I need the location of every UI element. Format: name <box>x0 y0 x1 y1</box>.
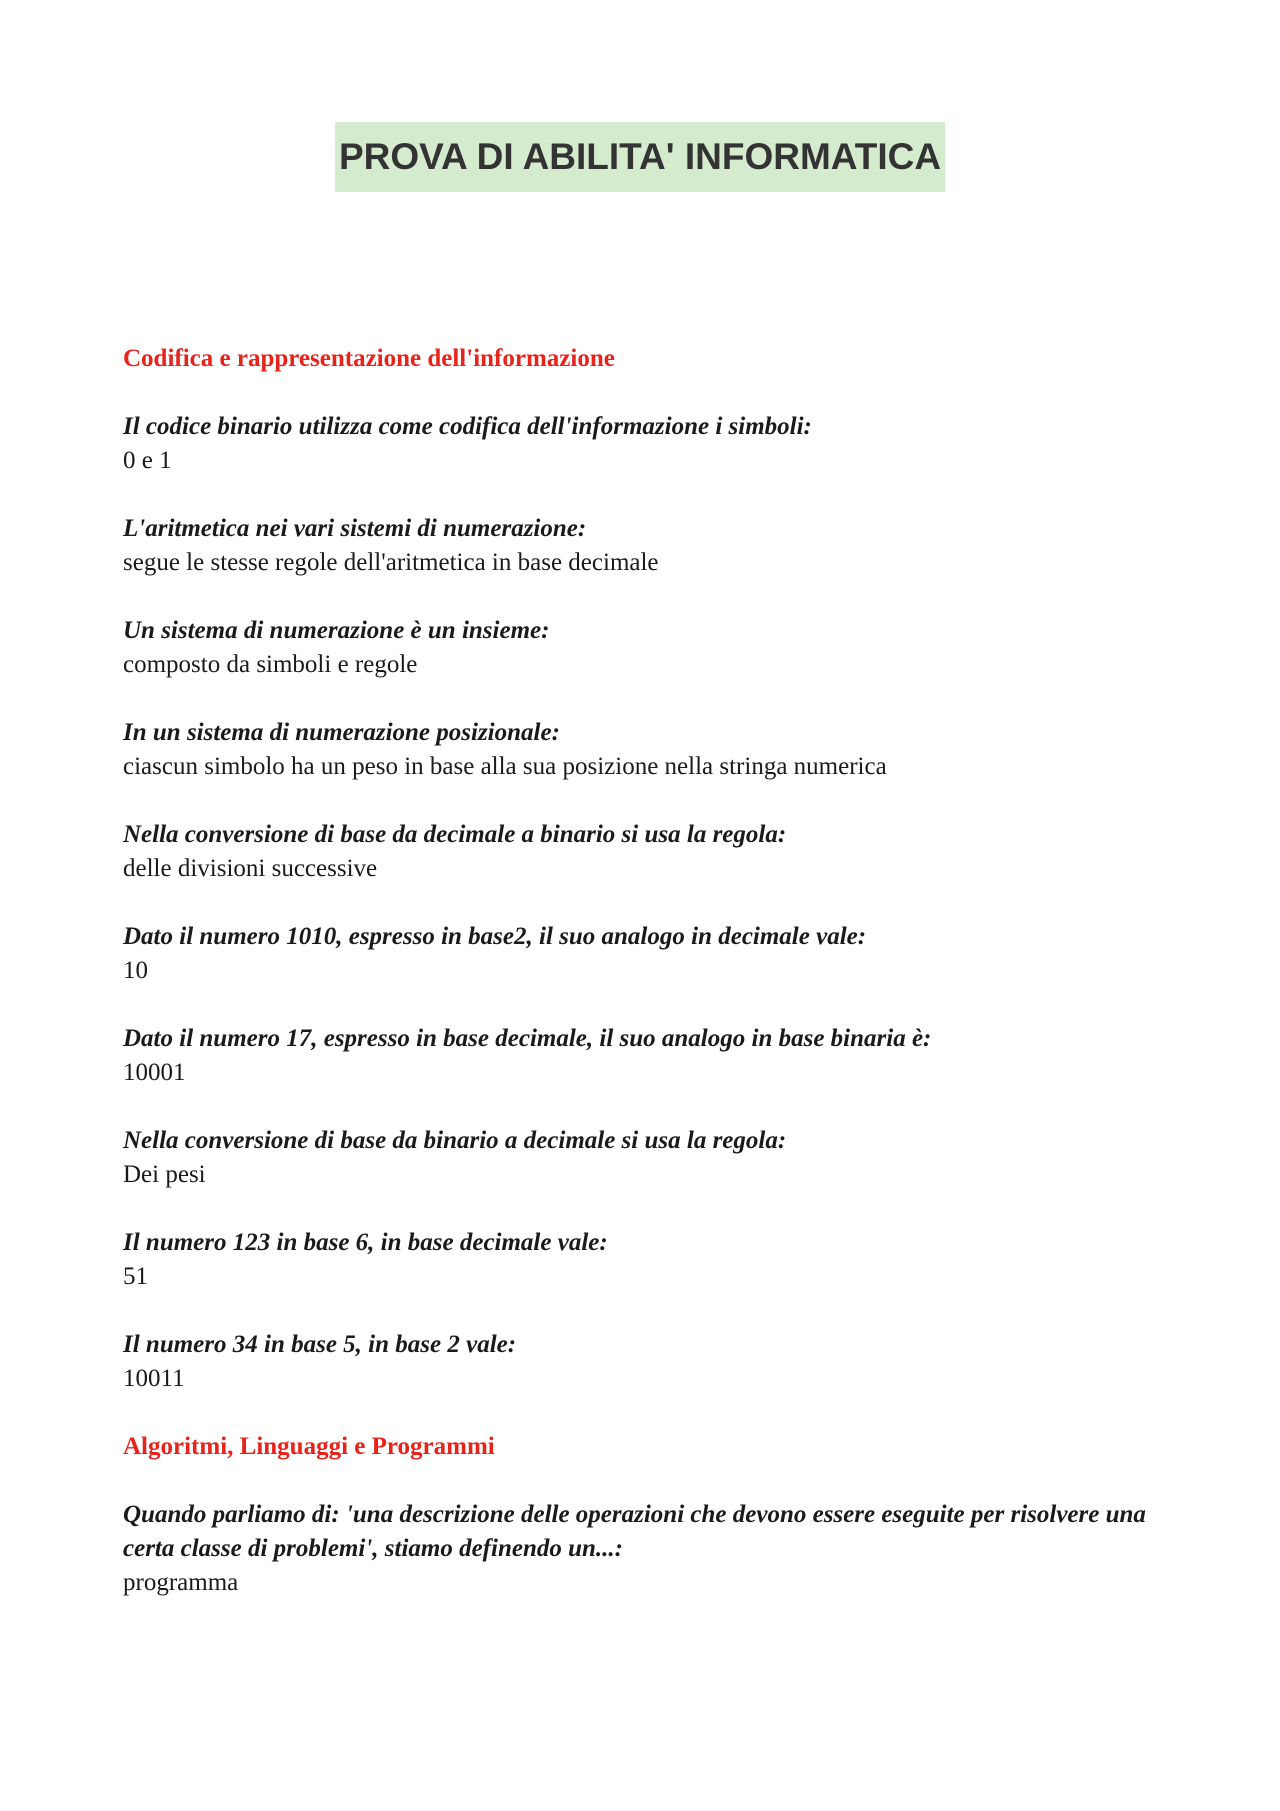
question: Il numero 34 in base 5, in base 2 vale: <box>123 1331 517 1358</box>
answer: 10011 <box>123 1365 185 1392</box>
answer: segue le stesse regole dell'aritmetica in base decimale <box>123 549 659 576</box>
question: L'aritmetica nei vari sistemi di numerazione: <box>123 515 587 542</box>
answer: 51 <box>123 1263 148 1290</box>
qa-item <box>123 1226 1163 1294</box>
qa-item <box>123 1124 1163 1192</box>
question: Dato il numero 1010, espresso in base2, il suo analogo in decimale vale: <box>123 923 867 950</box>
answer: 0 e 1 <box>123 447 172 474</box>
qa-item <box>123 1022 1163 1090</box>
content <box>123 342 1163 1634</box>
answer: delle divisioni successive <box>123 855 378 882</box>
answer: 10 <box>123 957 148 984</box>
qa-item <box>123 716 1163 784</box>
page-title: PROVA DI ABILITA' INFORMATICA <box>335 122 945 192</box>
answer: Dei pesi <box>123 1161 206 1188</box>
answer: programma <box>123 1569 239 1596</box>
qa-item <box>123 410 1163 478</box>
question: Un sistema di numerazione è un insieme: <box>123 617 550 644</box>
question: Il codice binario utilizza come codifica dell'informazione i simboli: <box>123 413 812 440</box>
question: Nella conversione di base da binario a decimale si usa la regola: <box>123 1127 787 1154</box>
answer: 10001 <box>123 1059 186 1086</box>
qa-item <box>123 920 1163 988</box>
question: Il numero 123 in base 6, in base decimale vale: <box>123 1229 608 1256</box>
section-heading: Algoritmi, Linguaggi e Programmi <box>123 1433 495 1460</box>
section-heading: Codifica e rappresentazione dell'informazione <box>123 345 615 372</box>
title-wrap <box>0 122 1280 192</box>
question: Dato il numero 17, espresso in base decimale, il suo analogo in base binaria è: <box>123 1025 932 1052</box>
answer: ciascun simbolo ha un peso in base alla sua posizione nella stringa numerica <box>123 753 887 780</box>
answer: composto da simboli e regole <box>123 651 418 678</box>
qa-item <box>123 1498 1163 1600</box>
question: Quando parliamo di: 'una descrizione delle operazioni che devono essere eseguite per risolvere una certa classe di problemi', stiamo definendo un...: <box>123 1501 1146 1562</box>
qa-item <box>123 512 1163 580</box>
qa-item <box>123 614 1163 682</box>
qa-item <box>123 818 1163 886</box>
question: In un sistema di numerazione posizionale: <box>123 719 560 746</box>
question: Nella conversione di base da decimale a binario si usa la regola: <box>123 821 787 848</box>
qa-item <box>123 1328 1163 1396</box>
